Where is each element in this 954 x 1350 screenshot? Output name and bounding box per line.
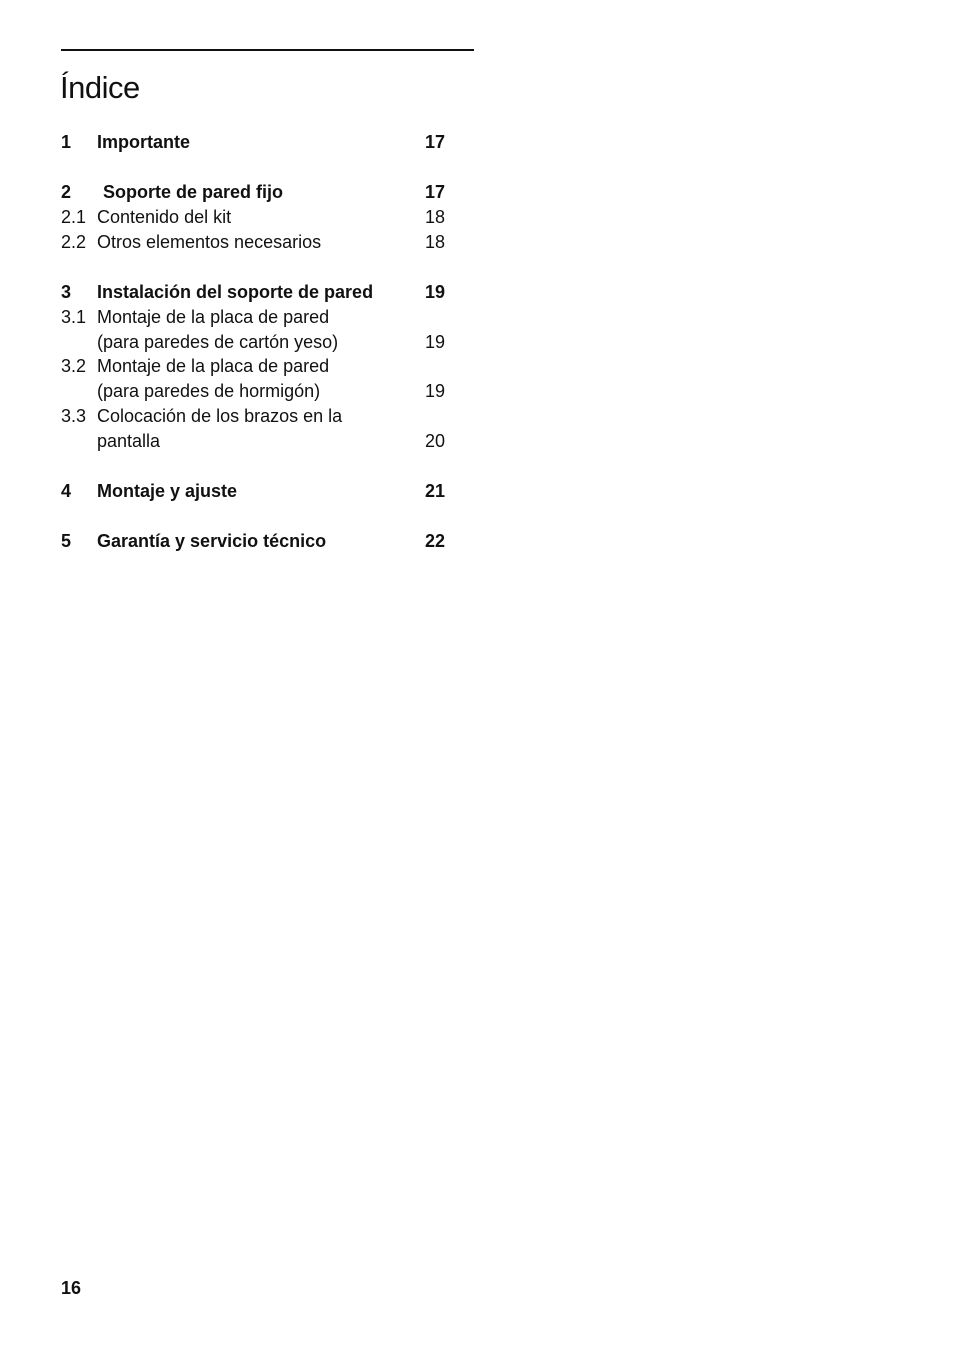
toc-entry-2[interactable] bbox=[61, 180, 461, 205]
toc-entry-3-2[interactable] bbox=[61, 354, 461, 379]
toc-entry-title: Garantía y servicio técnico bbox=[97, 531, 327, 551]
top-rule bbox=[61, 49, 474, 51]
toc-entry-number: 2 bbox=[61, 182, 72, 202]
toc-entry-page: 19 bbox=[425, 381, 446, 401]
toc-entry-page: 17 bbox=[425, 132, 446, 152]
toc-entry-page: 19 bbox=[425, 332, 446, 352]
toc-entry-4[interactable] bbox=[61, 479, 461, 504]
toc-entry-title-continued: pantalla bbox=[97, 431, 161, 451]
toc-entry-3-2-continued[interactable] bbox=[61, 379, 461, 404]
toc-entry-3-3[interactable] bbox=[61, 404, 461, 429]
toc-entry-number: 3 bbox=[61, 282, 72, 302]
toc-entry-title: Montaje y ajuste bbox=[97, 481, 238, 501]
toc-entry-number: 5 bbox=[61, 531, 72, 551]
toc-entry-title: Instalación del soporte de pared bbox=[97, 282, 374, 302]
toc-entry-page: 18 bbox=[425, 232, 446, 252]
toc-entry-title: Montaje de la placa de pared bbox=[97, 307, 330, 327]
toc-entry-title: Colocación de los brazos en la bbox=[97, 406, 343, 426]
toc-entry-1[interactable] bbox=[61, 130, 461, 155]
toc-entry-title: Otros elementos necesarios bbox=[97, 232, 322, 252]
toc-entry-number: 3.2 bbox=[61, 356, 87, 376]
toc-entry-title: Importante bbox=[97, 132, 191, 152]
toc-entry-page: 18 bbox=[425, 207, 446, 227]
toc-entry-5[interactable] bbox=[61, 529, 461, 554]
toc-entry-page: 22 bbox=[425, 531, 446, 551]
toc-entry-number: 1 bbox=[61, 132, 72, 152]
toc-entry-title-continued: (para paredes de cartón yeso) bbox=[97, 332, 339, 352]
toc-entry-title: Montaje de la placa de pared bbox=[97, 356, 330, 376]
page-number: 16 bbox=[61, 1278, 82, 1298]
toc-entry-title: Contenido del kit bbox=[97, 207, 232, 227]
toc-entry-page: 19 bbox=[425, 282, 446, 302]
page-title: Índice bbox=[60, 70, 140, 105]
toc-entry-3[interactable] bbox=[61, 280, 461, 305]
toc-entry-3-3-continued[interactable] bbox=[61, 429, 461, 454]
toc-entry-title: Soporte de pared fijo bbox=[103, 182, 284, 202]
toc-entry-page: 20 bbox=[425, 431, 446, 451]
toc-entry-number: 2.1 bbox=[61, 207, 87, 227]
toc-entry-number: 4 bbox=[61, 481, 72, 501]
toc-entry-3-1[interactable] bbox=[61, 305, 461, 330]
toc-entry-title-continued: (para paredes de hormigón) bbox=[97, 381, 321, 401]
toc-entry-2-1[interactable] bbox=[61, 205, 461, 230]
toc-entry-2-2[interactable] bbox=[61, 230, 461, 255]
toc-entry-number: 3.3 bbox=[61, 406, 87, 426]
toc-entry-page: 17 bbox=[425, 182, 446, 202]
toc-entry-page: 21 bbox=[425, 481, 446, 501]
toc-entry-number: 2.2 bbox=[61, 232, 87, 252]
toc-entry-3-1-continued[interactable] bbox=[61, 330, 461, 355]
toc-entry-number: 3.1 bbox=[61, 307, 87, 327]
